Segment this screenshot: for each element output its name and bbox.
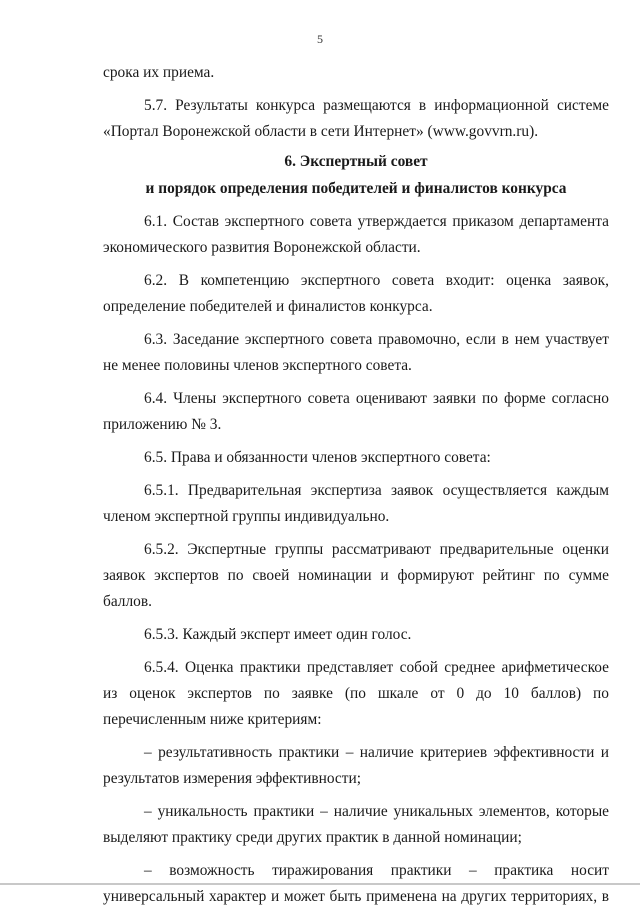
paragraph-6-5: 6.5. Права и обязанности членов экспертного совета: xyxy=(144,449,491,466)
document-body xyxy=(103,60,609,910)
paragraph-continuation: срока их приема. xyxy=(103,64,215,81)
criterion-word: практика xyxy=(494,862,554,879)
paragraph-5-7: 5.7. Результаты конкурса размещаются в информационной системе «Портал Воронежской области в сети Интернет» (www.govvrn.ru). xyxy=(103,97,609,140)
section-heading-6-subtitle: и порядок определения победителей и финалистов конкурса xyxy=(145,180,567,197)
criterion-uniqueness: – уникальность практики – наличие уникальных элементов, которые выделяют практику среди других практик в данной номинации; xyxy=(103,803,609,846)
criterion-word: – xyxy=(144,862,152,879)
criterion-replicability-continuation: универсальный характер и может быть применена на других территориях, в xyxy=(103,888,609,905)
criterion-word: носит xyxy=(570,862,609,879)
paragraph-6-5-1: 6.5.1. Предварительная экспертиза заявок осуществляется каждым членом экспертной группы индивидуально. xyxy=(103,482,609,525)
criterion-word: тиражирования xyxy=(272,862,374,879)
paragraph-6-5-4: 6.5.4. Оценка практики представляет собой среднее арифметическое из оценок экспертов по заявке (по шкале от 0 до 10 баллов) по перечисленным ниже критериям: xyxy=(103,659,609,728)
paragraph-6-1: 6.1. Состав экспертного совета утверждается приказом департамента экономического развития Воронежской области. xyxy=(103,213,609,256)
page-number: 5 xyxy=(317,32,323,46)
criterion-word: возможность xyxy=(169,862,255,879)
paragraph-6-5-2: 6.5.2. Экспертные группы рассматривают предварительные оценки заявок экспертов по своей номинации и формируют рейтинг по сумме баллов. xyxy=(103,541,609,610)
criterion-word: – xyxy=(469,862,477,879)
paragraph-6-4: 6.4. Члены экспертного совета оценивают заявки по форме согласно приложению № 3. xyxy=(103,390,609,433)
paragraph-6-3: 6.3. Заседание экспертного совета правомочно, если в нем участвует не менее половины членов экспертного совета. xyxy=(103,331,609,374)
criterion-effectiveness: – результативность практики – наличие критериев эффективности и результатов измерения эффективности; xyxy=(103,744,609,787)
paragraph-6-2: 6.2. В компетенцию экспертного совета входит: оценка заявок, определение победителей и финалистов конкурса. xyxy=(103,272,609,315)
criterion-word: практики xyxy=(390,862,452,879)
section-heading-6: 6. Экспертный совет xyxy=(284,153,428,170)
paragraph-6-5-3: 6.5.3. Каждый эксперт имеет один голос. xyxy=(144,626,412,643)
criterion-replicability-first-line xyxy=(103,858,609,884)
page-bottom-edge xyxy=(0,883,640,885)
